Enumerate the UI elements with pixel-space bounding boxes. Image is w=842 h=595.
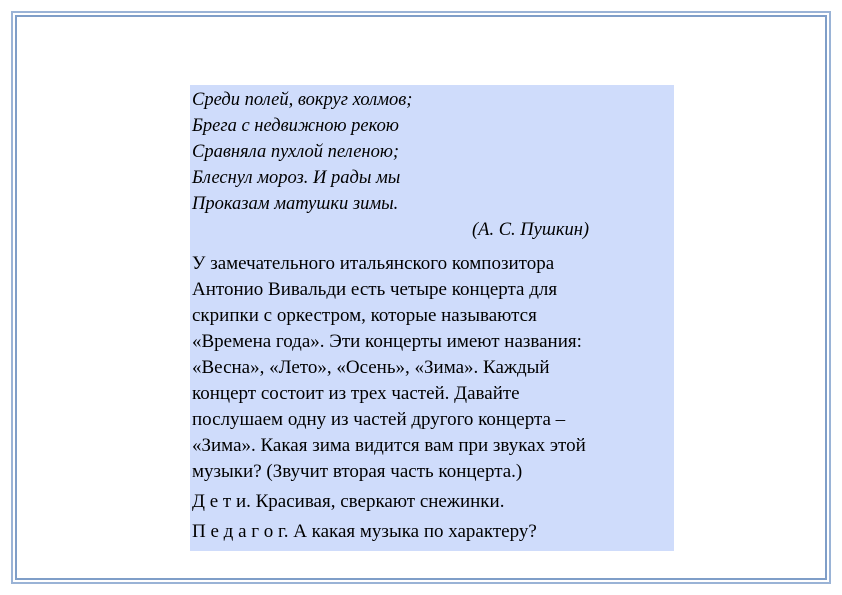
dialog-children: Д е т и. Красивая, сверкают снежинки.: [192, 491, 505, 512]
poem-line: Брега с недвижною рекою: [192, 116, 399, 136]
paragraph-line: «Времена года». Эти концерты имеют названия:: [192, 331, 582, 352]
paragraph: [192, 251, 674, 485]
poem-line: Блеснул мороз. И рады мы: [192, 168, 401, 188]
paragraph-line: «Зима». Какая зима видится вам при звуках этой: [192, 435, 586, 456]
poem-author: (А. С. Пушкин): [472, 220, 590, 240]
poem-line: Сравняла пухлой пеленою;: [192, 142, 400, 162]
paragraph-line: послушаем одну из частей другого концерта –: [192, 409, 566, 430]
dialog-teacher: П е д а г о г. А какая музыка по характеру?: [192, 521, 537, 542]
poem-line: Проказам матушки зимы.: [192, 194, 399, 214]
text-box: [190, 85, 674, 551]
paragraph-line: Антонио Вивальди есть четыре концерта для: [192, 279, 558, 300]
paragraph-line: У замечательного итальянского композитора: [192, 253, 555, 274]
paragraph-line: концерт состоит из трех частей. Давайте: [192, 383, 520, 404]
poem: [192, 87, 674, 217]
paragraph-line: музыки? (Звучит вторая часть концерта.): [192, 461, 523, 482]
poem-line: Среди полей, вокруг холмов;: [192, 90, 413, 110]
paragraph-line: скрипки с оркестром, которые называются: [192, 305, 537, 326]
paragraph-line: «Весна», «Лето», «Осень», «Зима». Каждый: [192, 357, 550, 378]
